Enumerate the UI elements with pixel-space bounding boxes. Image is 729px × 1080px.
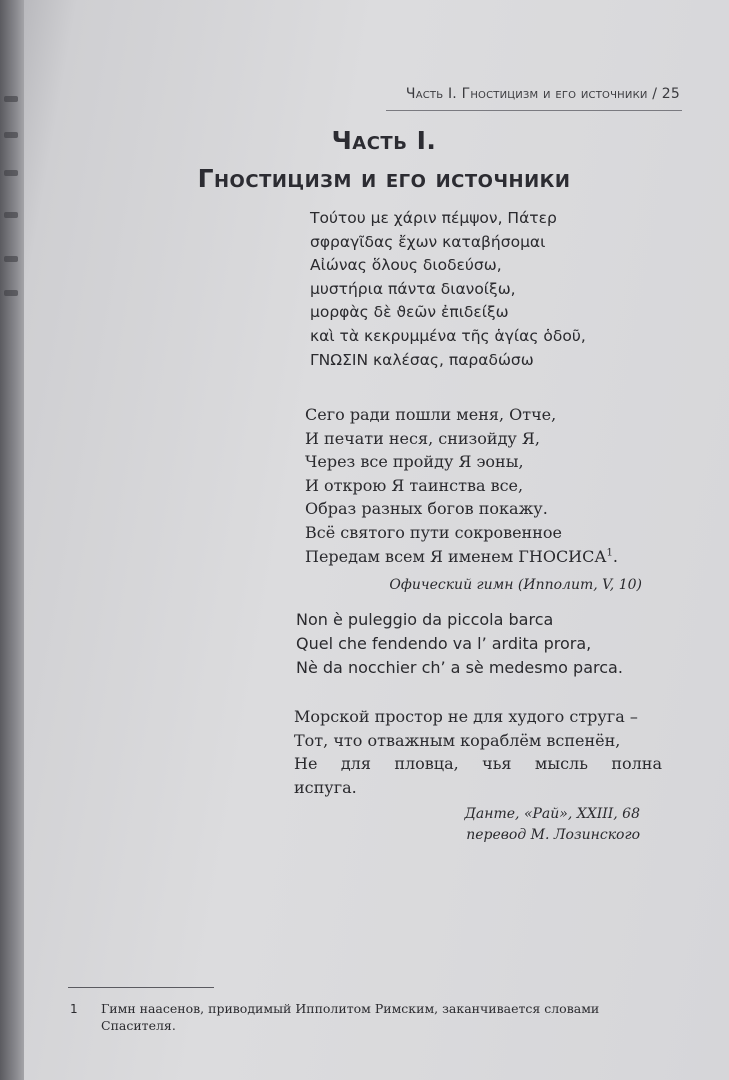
verse-line-justified: Не для пловца, чья мысль полна <box>294 754 662 774</box>
footnote-text: Гимн наасенов, приводимый Ипполитом Римским, заканчивается словами Спасителя. <box>101 1001 600 1033</box>
verse-line: μορφὰς δὲ ϑεῶν ἐπιδείξω <box>310 303 509 322</box>
epigraph-translation <box>294 705 662 799</box>
verse-line: Τούτου με χάριν πέμψον, Πάτερ <box>310 209 557 227</box>
chapter-title-line-2: Гностицизм и его источники <box>197 164 571 193</box>
book-page <box>24 0 729 1080</box>
verse-line: Quel che fendendo va l’ ardita prora, <box>296 633 592 653</box>
footnote-reference[interactable]: 1 <box>606 547 613 559</box>
spine-mark <box>4 132 18 138</box>
verse-line: Образ разных богов покажу. <box>305 499 548 519</box>
verse-line: испуга. <box>294 777 357 797</box>
attribution-hymn: Офический гимн (Ипполит, V, 10) <box>389 577 642 593</box>
spine-mark <box>4 212 18 218</box>
verse-line: Морской простор не для худого струга – <box>294 707 638 726</box>
epigraph-greek <box>310 207 586 372</box>
spine-mark <box>4 290 18 296</box>
attribution-translator: перевод М. Лозинского <box>466 827 640 843</box>
verse-line: Сего ради пошли меня, Отче, <box>305 405 557 424</box>
verse-line: ΓΝΩΣΙΝ καλέσας, παραδώσω <box>310 350 534 369</box>
verse-line: Nè da nocchier ch’ a sè medesmo parca. <box>296 657 623 677</box>
verse-line-with-footnote: Передам всем Я именем ГНОСИСА$^1$. <box>305 546 618 566</box>
chapter-title-line-1: Часть I. <box>331 126 437 155</box>
verse-line: Всё святого пути сокровенное <box>305 522 562 542</box>
attribution-dante: Данте, «Рай», XXIII, 68 <box>464 806 640 822</box>
verse-line: μυστήρια πάντα διανοίξω, <box>310 279 516 298</box>
running-head: Часть I. Гностицизм и его источники / 25 <box>405 86 680 102</box>
verse-line: Тот, что отважным кораблём вспенён, <box>294 730 621 750</box>
spine-mark <box>4 256 18 262</box>
spine-mark <box>4 96 18 102</box>
verse-line: И открою Я таинства все, <box>305 475 524 495</box>
verse-line: Αἰώνας ὅλους διοδεύσω, <box>310 256 502 275</box>
verse-line-text: Передам всем Я именем ГНОСИСА <box>305 546 607 566</box>
running-head-rule <box>386 110 682 111</box>
verse-line: И печати неся, снизойду Я, <box>305 428 540 448</box>
footnote-number: 1 <box>70 1002 78 1016</box>
verse-line: Non è puleggio da piccola barca <box>296 610 554 629</box>
spine-mark <box>4 170 18 176</box>
verse-line: σφραγῖδας ἔχων καταβήσομαι <box>310 232 546 251</box>
epigraph-russian <box>305 403 618 568</box>
footnote-rule <box>68 987 214 988</box>
verse-line: Через все пройду Я эоны, <box>305 452 524 472</box>
verse-line: καὶ τὰ κεκρυμμένα τῆς ἁγίας ὁδοῦ, <box>310 326 586 345</box>
epigraph-italian <box>296 608 623 679</box>
